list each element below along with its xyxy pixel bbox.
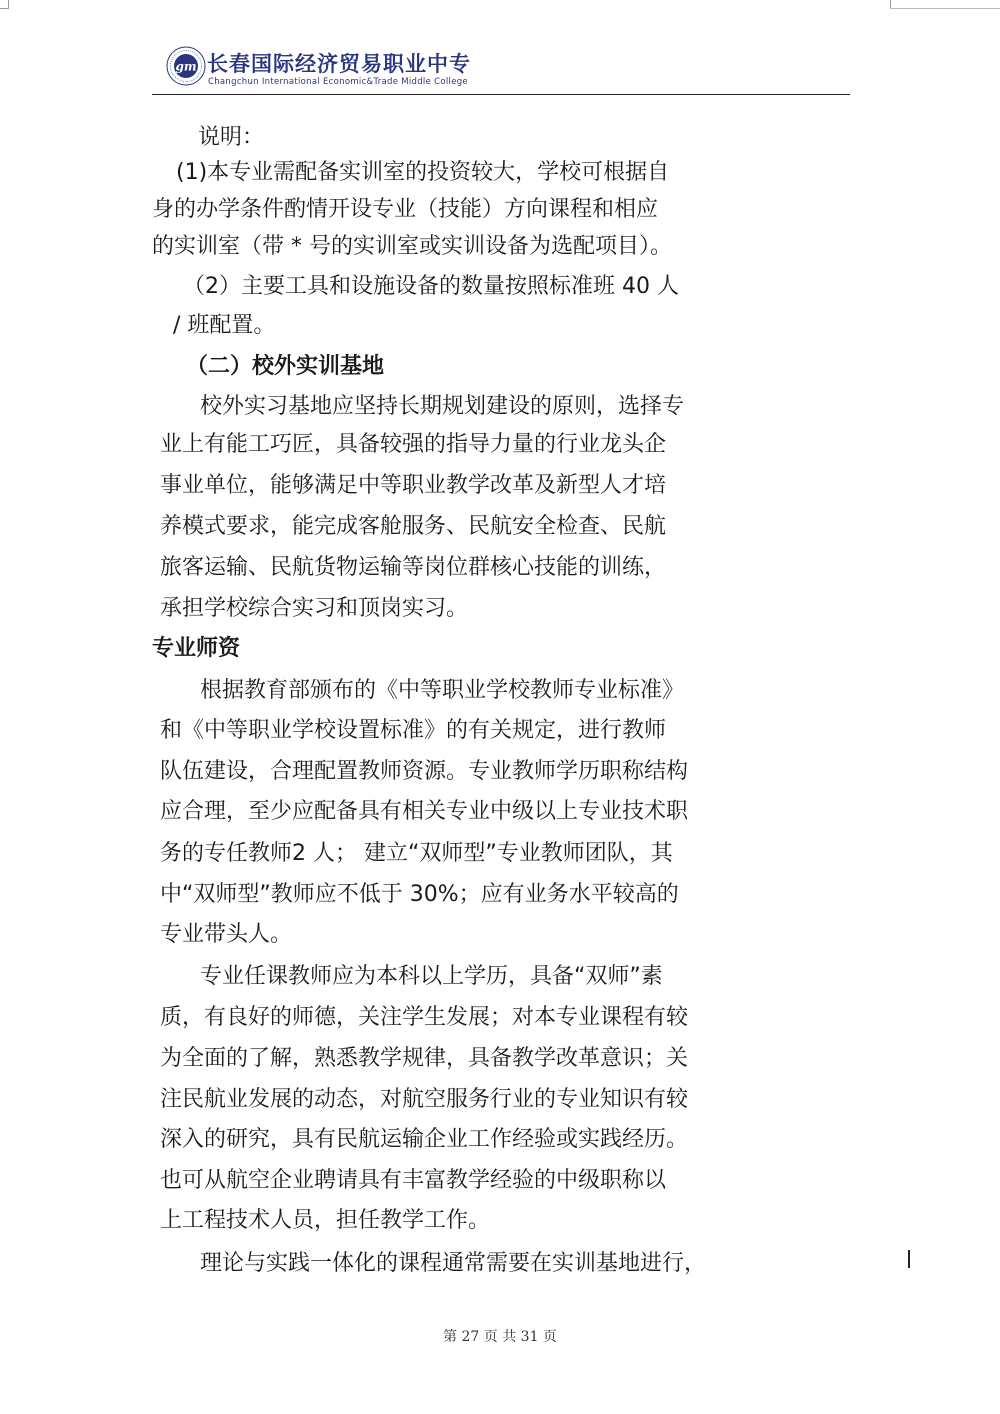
text-line: 队伍建设，合理配置教师资源。专业教师学历职称结构 — [160, 759, 689, 784]
crop-tick — [890, 0, 891, 8]
section-heading: 专业师资 — [152, 636, 241, 661]
text-line: (1)本专业需配备实训室的投资较大，学校可根据自 — [176, 160, 670, 185]
page-footer: 第 27 页 共 31 页 — [443, 1329, 557, 1345]
text-line: 深入的研究，具有民航运输企业工作经验或实践经历。 — [160, 1127, 689, 1152]
text-line: 和《中等职业学校设置标准》的有关规定，进行教师 — [160, 718, 667, 743]
text-line: 务的专任教师2 人； 建立“双师型”专业教师团队，其 — [160, 841, 673, 866]
text-line: 上工程技术人员，担任教学工作。 — [160, 1208, 491, 1233]
text-line: 旅客运输、民航货物运输等岗位群核心技能的训练， — [160, 555, 667, 580]
logo-text: gm — [175, 59, 197, 74]
school-name-en: Changchun International Economic&Trade Middle College — [208, 77, 468, 87]
text-line: 注民航业发展的动态，对航空服务行业的专业知识有较 — [160, 1087, 689, 1112]
text-line: 专业任课教师应为本科以上学历，具备“双师”素 — [200, 964, 663, 989]
text-line: 承担学校综合实习和顶岗实习。 — [160, 596, 469, 621]
crop-mark-left — [0, 0, 9, 9]
text-line: 应合理，至少应配备具有相关专业中级以上专业技术职 — [160, 799, 689, 824]
text-line: 也可从航空企业聘请具有丰富教学经验的中级职称以 — [160, 1168, 667, 1193]
section-heading: （二）校外实训基地 — [186, 354, 385, 379]
text-line: / 班配置。 — [173, 313, 276, 338]
text-line: （2）主要工具和设施设备的数量按照标准班 40 人 — [183, 274, 679, 299]
page-header — [152, 44, 850, 95]
note-heading: 说明： — [198, 125, 265, 150]
text-line: 的实训室（带 * 号的实训室或实训设备为选配项目）。 — [152, 234, 672, 259]
text-line: 为全面的了解，熟悉教学规律，具备教学改革意识；关 — [160, 1046, 689, 1071]
text-line: 养模式要求，能完成客舱服务、民航安全检查、民航 — [160, 514, 667, 539]
text-line: 身的办学条件酌情开设专业（技能）方向课程和相应 — [152, 197, 659, 222]
text-line: 业上有能工巧匠，具备较强的指导力量的行业龙头企 — [160, 432, 667, 457]
crop-mark-right — [890, 0, 1000, 9]
text-line: 中“双师型”教师应不低于 30%；应有业务水平较高的 — [160, 882, 679, 907]
margin-revision-mark — [908, 1250, 910, 1268]
text-line: 质，有良好的师德，关注学生发展；对本专业课程有较 — [160, 1005, 689, 1030]
school-name: 长春国际经济贸易职业中专 — [207, 51, 471, 76]
text-line: 专业带头人。 — [160, 922, 293, 947]
text-line: 事业单位，能够满足中等职业教学改革及新型人才培 — [160, 473, 667, 498]
text-line: 校外实习基地应坚持长期规划建设的原则，选择专 — [200, 394, 685, 419]
text-line: 理论与实践一体化的课程通常需要在实训基地进行， — [200, 1251, 707, 1276]
text-line: 根据教育部颁布的《中等职业学校教师专业标准》 — [200, 678, 685, 703]
school-logo-icon — [166, 46, 206, 86]
